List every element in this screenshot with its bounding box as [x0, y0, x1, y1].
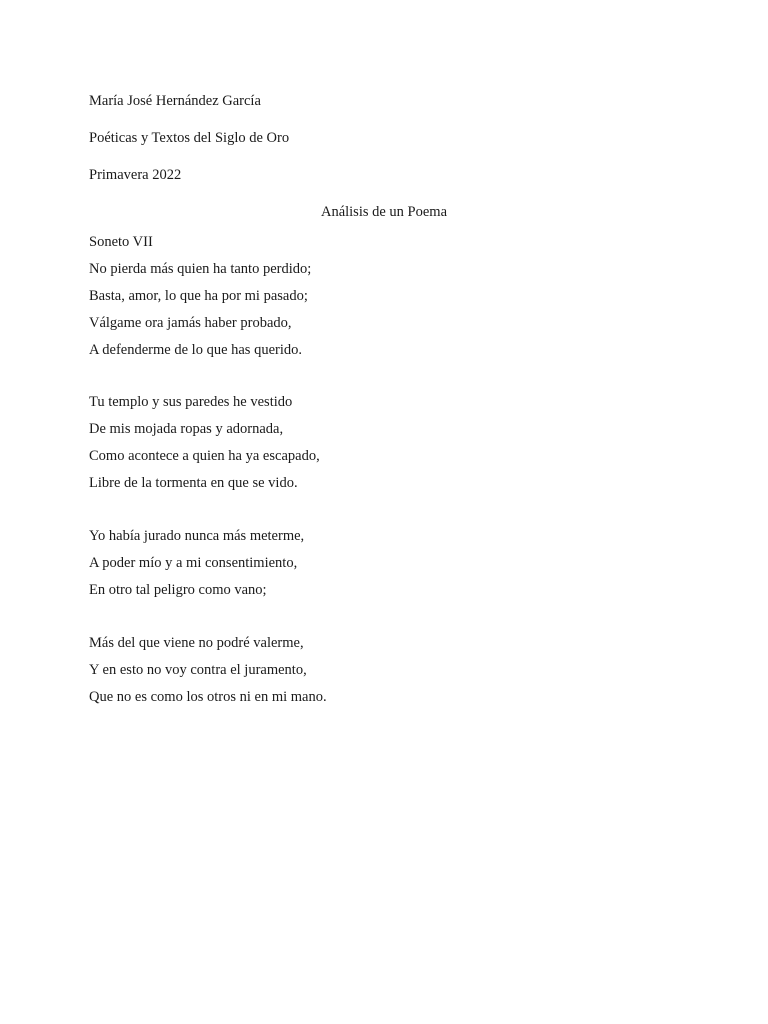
poem-line: Como acontece a quien ha ya escapado,: [89, 448, 320, 464]
course-name: Poéticas y Textos del Siglo de Oro: [89, 130, 290, 146]
poem-line: A poder mío y a mi consentimiento,: [89, 555, 298, 571]
poem-heading: Soneto VII: [89, 234, 153, 250]
poem-line: Basta, amor, lo que ha por mi pasado;: [89, 288, 308, 304]
poem-line: De mis mojada ropas y adornada,: [89, 421, 284, 437]
poem-line: Válgame ora jamás haber probado,: [89, 315, 292, 331]
term-date: Primavera 2022: [89, 167, 182, 183]
poem-line: Y en esto no voy contra el juramento,: [89, 662, 307, 678]
poem-line: Tu templo y sus paredes he vestido: [89, 394, 293, 410]
poem-line: No pierda más quien ha tanto perdido;: [89, 261, 312, 277]
poem-line: Yo había jurado nunca más meterme,: [89, 528, 305, 544]
document-title: Análisis de un Poema: [320, 204, 448, 220]
poem-line: Libre de la tormenta en que se vido.: [89, 475, 298, 491]
poem-line: A defenderme de lo que has querido.: [89, 342, 302, 358]
poem-line: Que no es como los otros ni en mi mano.: [89, 689, 327, 705]
poem-line: Más del que viene no podré valerme,: [89, 635, 304, 651]
author-name: María José Hernández García: [89, 93, 261, 109]
poem-line: En otro tal peligro como vano;: [89, 582, 267, 598]
